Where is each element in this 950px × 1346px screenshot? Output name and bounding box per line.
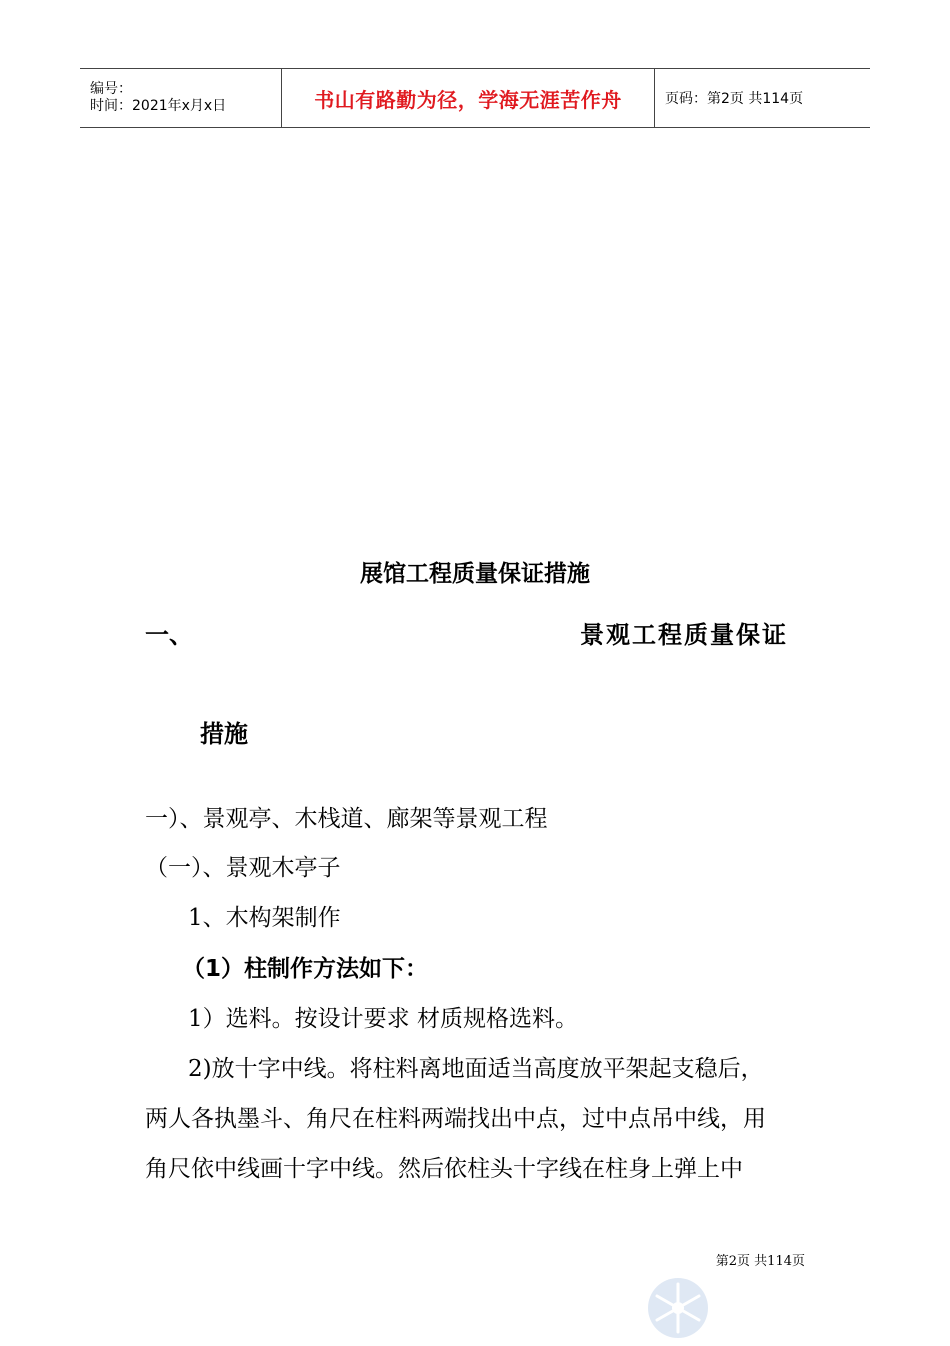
header-motto-cell [282, 69, 655, 127]
document-title: 展馆工程质量保证措施 [360, 561, 590, 587]
motto-text: 书山有路勤为径，学海无涯苦作舟 [314, 87, 622, 112]
body-line: 一）、景观亭、木栈道、廊架等景观工程 [145, 806, 548, 832]
page-header [80, 68, 870, 128]
section-title: 景观工程质量保证 [580, 621, 788, 649]
body-line: 1）选料。按设计要求 材质规格选料。 [188, 1006, 578, 1032]
snowflake-logo-icon [640, 1270, 716, 1346]
number-label: 编号： [90, 81, 132, 97]
subheading-line: （1）柱制作方法如下： [182, 956, 429, 982]
body-line: 1、木构架制作 [188, 905, 341, 931]
section-title-continuation: 措施 [200, 720, 248, 748]
section-number: 一、 [145, 621, 193, 649]
body-line: 角尺依中线画十字中线。然后依柱头十字线在柱身上弹上中 [145, 1156, 743, 1182]
page-label: 页码：第2页 共114页 [665, 91, 804, 107]
time-label: 时间：2021年x月x日 [90, 98, 227, 114]
body-line: （一）、景观木亭子 [145, 855, 341, 881]
body-line: 2)放十字中线。将柱料离地面适当高度放平架起支稳后， [188, 1056, 764, 1082]
body-line: 两人各执墨斗、角尺在柱料两端找出中点，过中点吊中线，用 [145, 1106, 766, 1132]
header-page-cell [655, 69, 870, 127]
header-left-cell [80, 69, 282, 127]
footer-page-number: 第2页 共114页 [715, 1254, 805, 1269]
